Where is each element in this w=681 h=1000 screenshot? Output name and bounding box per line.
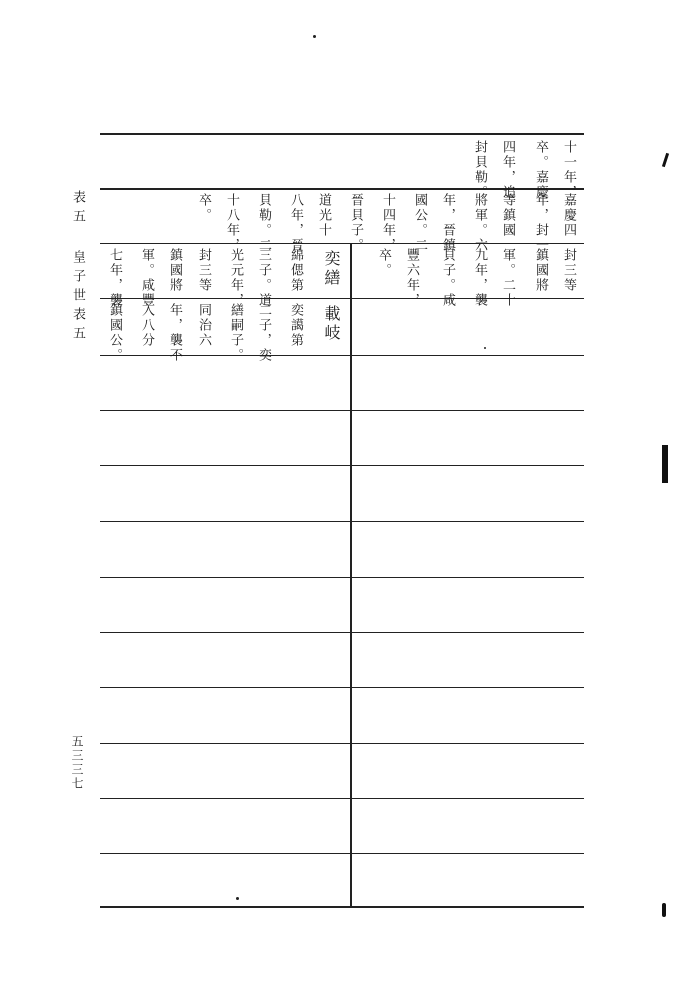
row2-text-col: 國公。二	[412, 193, 427, 253]
row-rule	[100, 521, 584, 522]
row3-text-col: 鎮國將	[533, 248, 548, 293]
row2-text-col: 將軍。六	[472, 193, 487, 253]
row2-text-col: 十八年，	[224, 193, 239, 253]
row4-text-col: 奕譪第	[288, 303, 303, 348]
row3-text-col: 光元年，	[228, 248, 243, 308]
row2-text-col: 年，封一	[533, 193, 548, 253]
scan-mark-right	[662, 153, 669, 167]
row3-text-col: 七年，襲	[107, 248, 122, 308]
row-rule	[100, 798, 584, 799]
row-rule	[100, 632, 584, 633]
row-rule	[100, 577, 584, 578]
row-rule	[100, 853, 584, 854]
column-divider	[350, 243, 352, 906]
row2-text-col: 八年，晉	[288, 193, 303, 253]
row4-text-col: 同治六	[196, 303, 211, 348]
row3-text-col: 豐六年，	[404, 248, 419, 308]
row3-text-col: 軍。咸豐	[139, 248, 154, 308]
table-label: 表五	[70, 190, 85, 228]
row-rule	[100, 410, 584, 411]
scan-speck	[236, 897, 239, 900]
row-rule	[100, 743, 584, 744]
row2-text-col: 等鎮國	[500, 193, 515, 238]
scan-mark-right	[662, 903, 666, 917]
table-top-rule	[100, 133, 584, 135]
row3-name: 奕繕	[322, 250, 341, 288]
row2-text-col: 卒。	[196, 193, 211, 223]
row1-text-col: 卒。嘉慶	[533, 140, 548, 200]
row3-text-col: 貝子。咸	[440, 248, 455, 308]
row3-text-col: 三子。道	[256, 248, 271, 308]
row4-text-col: 年，襲不	[167, 303, 182, 363]
row3-text-col: 封三等	[561, 248, 576, 293]
row3-text-col: 封三等	[196, 248, 211, 293]
row3-text-col: 鎮國將	[167, 248, 182, 293]
row2-text-col: 道光十	[316, 193, 331, 238]
row2-text-col: 嘉慶四	[561, 193, 576, 238]
row1-text-col: 十一年，	[561, 140, 576, 200]
table-bottom-rule	[100, 906, 584, 908]
row2-text-col: 十四年，	[380, 193, 395, 253]
row4-text-col: 二子，奕	[256, 303, 271, 363]
row1-text-col: 四年，追	[500, 140, 515, 200]
row2-text-col: 貝勒。二	[256, 193, 271, 253]
row-rule	[100, 465, 584, 466]
row4-name: 載岐	[322, 305, 341, 343]
row4-text-col: 繕嗣子。	[228, 303, 243, 363]
row1-text-col: 封貝勒。	[472, 140, 487, 200]
page-number: 五三三七	[70, 735, 84, 791]
row3-text-col: 軍。二十	[500, 248, 515, 308]
row4-text-col: 入八分	[139, 303, 154, 348]
row3-text-col: 綿偲第	[288, 248, 303, 293]
page-title: 皇子世表五	[70, 250, 85, 345]
row4-text-col: 鎮國公。	[107, 303, 122, 363]
scan-speck	[484, 347, 486, 349]
row3-text-col: 九年，襲	[472, 248, 487, 308]
row-rule	[100, 243, 584, 244]
row3-text-col: 卒。	[376, 248, 391, 278]
row-rule	[100, 687, 584, 688]
scan-mark-right	[662, 445, 668, 483]
row2-text-col: 年，晉鎮	[440, 193, 455, 253]
row2-text-col: 晉貝子。	[348, 193, 363, 253]
scan-speck	[313, 35, 316, 38]
